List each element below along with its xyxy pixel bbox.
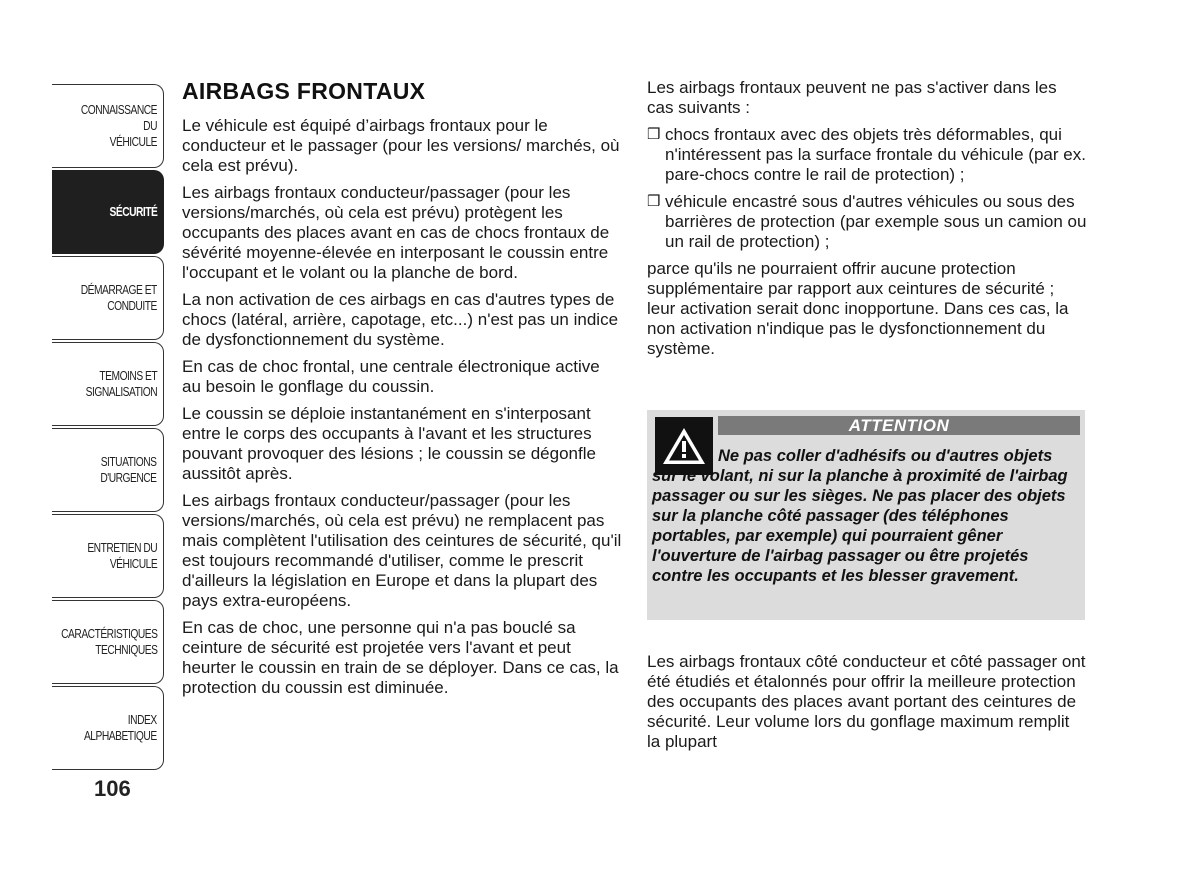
page-number: 106 — [94, 776, 131, 801]
list-item-text: véhicule encastré sous d'autres véhicules ou sous des barrières de protection (par exemple sous un camion ou un rail de protection) ; — [665, 192, 1087, 251]
list-item — [647, 192, 1087, 252]
tab-label: SÉCURITÉ — [109, 204, 157, 219]
tab-securite[interactable] — [52, 170, 164, 254]
tab-label: CARACTÉRISTIQUES TECHNIQUES — [60, 626, 157, 657]
left-column — [182, 78, 622, 705]
tab-entretien-du-vehicule[interactable] — [52, 514, 164, 598]
paragraph: En cas de choc frontal, une centrale électronique active au besoin le gonflage du coussin. — [182, 357, 600, 396]
list-item-text: chocs frontaux avec des objets très déformables, qui n'intéressent pas la surface frontale du véhicule (par ex. pare-chocs contre le rail de protection) ; — [665, 125, 1086, 184]
right-column-bottom — [647, 652, 1087, 759]
tab-label: CONNAISSANCE DU VÉHICULE — [80, 102, 157, 150]
tab-demarrage-et-conduite[interactable] — [52, 256, 164, 340]
tab-label: TEMOINS ET SIGNALISATION — [85, 368, 157, 399]
tab-temoins-et-signalisation[interactable] — [52, 342, 164, 426]
paragraph: Le véhicule est équipé d’airbags frontaux pour le conducteur et le passager (pour les versions/ marchés, où cela est prévu). — [182, 116, 620, 175]
paragraph: En cas de choc, une personne qui n'a pas bouclé sa ceinture de sécurité est projetée vers l'avant et peut heurter le coussin en train de se déployer. Dans ce cas, la protection du coussin est diminuée. — [182, 618, 619, 697]
attention-title: ATTENTION — [718, 416, 1080, 435]
paragraph: Les airbags frontaux conducteur/passager (pour les versions/marchés, où cela est prévu) protègent les occupants des places avant en cas de chocs frontaux de sévérité moyenne-élevée en interposant le coussin entre l'occupant et le volant ou la planche de bord. — [182, 183, 610, 282]
paragraph: parce qu'ils ne pourraient offrir aucune protection supplémentaire par rapport aux ceintures de sécurité ; leur activation serait donc inopportune. Dans ces cas, la non activation n'indique pas le dysfonctionnement du système. — [647, 259, 1069, 358]
tab-index-alphabetique[interactable] — [52, 686, 164, 770]
intro-paragraph: Les airbags frontaux peuvent ne pas s'activer dans les cas suivants : — [647, 78, 1057, 117]
tab-label: ENTRETIEN DU VÉHICULE — [87, 540, 157, 571]
tab-label: INDEX ALPHABETIQUE — [84, 712, 157, 743]
tab-situations-d-urgence[interactable] — [52, 428, 164, 512]
checkbox-bullet-icon: ❒ — [647, 126, 661, 143]
tab-caracteristiques-techniques[interactable] — [52, 600, 164, 684]
section-heading: AIRBAGS FRONTAUX — [182, 78, 426, 104]
tab-label: DÉMARRAGE ET CONDUITE — [80, 282, 157, 313]
tab-label: SITUATIONS D'URGENCE — [100, 454, 157, 485]
attention-box — [647, 410, 1085, 620]
paragraph: Les airbags frontaux conducteur/passager (pour les versions/marchés, où cela est prévu) ne remplacent pas mais complètent l'utilisation des ceintures de sécurité, qu'il est toujours recommandé d'utiliser, comme le prescrit d'ailleurs la législation en Europe et dans la plupart des pays extra-européens. — [182, 491, 622, 610]
attention-text — [652, 446, 1082, 586]
attention-text-body: Ne pas coller d'adhésifs ou d'autres objets sur le volant, ni sur la planche à proximité de l'airbag passager ou sur les sièges. Ne pas placer des objets sur la planche côté passager (des téléphones portables, par exemple) qui pourraient gêner l'ouverture de l'airbag passager ou être projetés contre les occupants et les blesser gravement. — [652, 447, 1068, 585]
paragraph: Le coussin se déploie instantanément en s'interposant entre le corps des occupants à l'avant et les structures pouvant provoquer des lésions ; le coussin se dégonfle aussitôt après. — [182, 404, 596, 483]
right-column — [647, 78, 1087, 366]
paragraph: La non activation de ces airbags en cas d'autres types de chocs (latéral, arrière, capotage, etc...) n'est pas un indice de dysfonctionnement du système. — [182, 290, 619, 349]
checkbox-bullet-icon: ❒ — [647, 193, 661, 210]
paragraph: Les airbags frontaux côté conducteur et côté passager ont été étudiés et étalonnés pour offrir la meilleure protection des occupants des places avant portant des ceintures de sécurité. Leur volume lors du gonflage maximum remplit la plupart — [647, 652, 1086, 751]
list-item — [647, 125, 1087, 185]
tab-connaissance-du-vehicule[interactable] — [52, 84, 164, 168]
